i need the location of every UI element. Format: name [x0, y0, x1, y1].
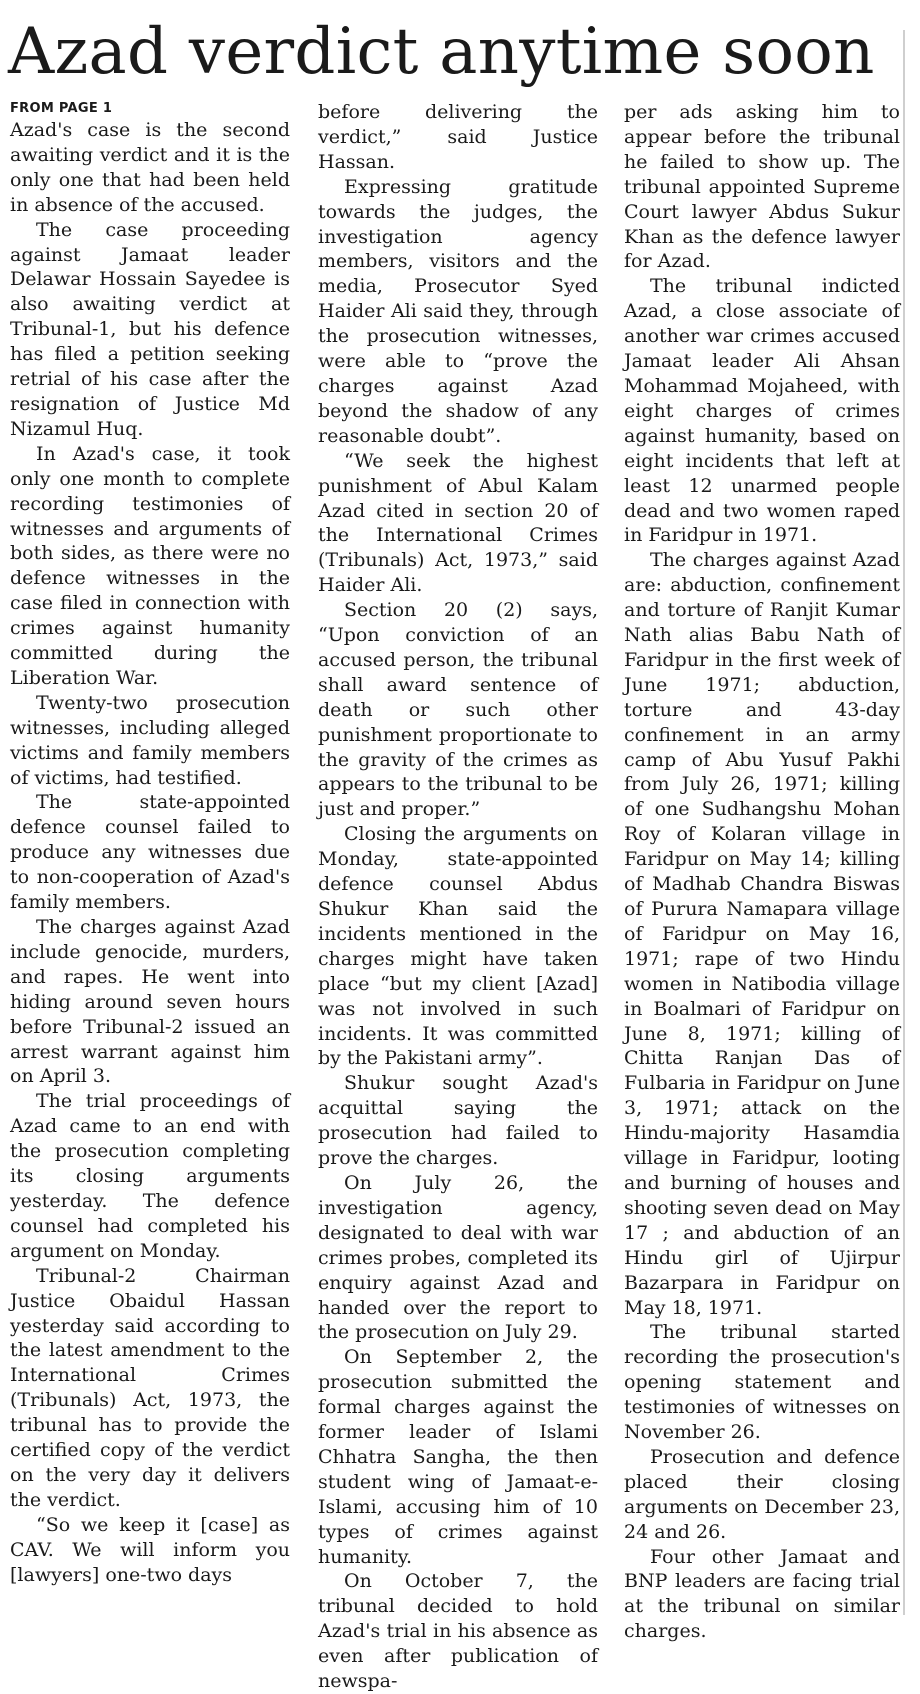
paragraph: Four other Jamaat and BNP leaders are facing trial at the tribunal on similar charges.	[624, 1545, 900, 1643]
column-2	[318, 100, 598, 1693]
paragraph: Twenty-two prosecution witnesses, including alleged victims and family members of victims, had testified.	[10, 691, 290, 789]
paragraph: Shukur sought Azad's acquittal saying the prosecution had failed to prove the charges.	[318, 1072, 598, 1170]
paragraph: On October 7, the tribunal decided to hold Azad's trial in his absence as even after publication of newspa-	[318, 1570, 598, 1693]
paragraph: Prosecution and defence placed their closing arguments on December 23, 24 and 26.	[624, 1445, 900, 1543]
paragraph: Closing the arguments on Monday, state-appointed defence counsel Abdus Shukur Khan said the incidents mentioned in the charges might have taken place “but my client [Azad] was not involved in such incidents. It was committed by the Pakistani army”.	[318, 823, 598, 1070]
paragraph: On September 2, the prosecution submitted the formal charges against the former leader of Islami Chhatra Sangha, the then student wing of Jamaat-e-Islami, accusing him of 10 types of crimes against humanity.	[318, 1346, 598, 1568]
paragraph: “We seek the highest punishment of Abul Kalam Azad cited in section 20 of the International Crimes (Tribunals) Act, 1973,” said Haider Ali.	[318, 449, 598, 597]
paragraph: before delivering the verdict,” said Justice Hassan.	[318, 101, 598, 173]
paragraph: Azad's case is the second awaiting verdict and it is the only one that had been held in absence of the accused.	[10, 119, 290, 216]
paragraph: per ads asking him to appear before the tribunal he failed to show up. The tribunal appointed Supreme Court lawyer Abdus Sukur Khan as the defence lawyer for Azad.	[624, 101, 900, 273]
headline: Azad verdict anytime soon	[8, 15, 875, 89]
paragraph: Expressing gratitude towards the judges, the investigation agency members, visitors and the media, Prosecutor Syed Haider Ali said they, through the prosecution witnesses, were able to “prove the charges against Azad beyond the shadow of any reasonable doubt”.	[318, 175, 598, 447]
paragraph: The tribunal indicted Azad, a close associate of another war crimes accused Jamaat leader Ali Ahsan Mohammad Mojaheed, with eight charges of crimes against humanity, based on eight incidents that left at least 12 unarmed people dead and two women raped in Faridpur in 1971.	[624, 275, 900, 547]
paragraph: Tribunal-2 Chairman Justice Obaidul Hassan yesterday said according to the latest amendment to the International Crimes (Tribunals) Act, 1973, the tribunal has to provide the certified copy of the verdict on the very day it delivers the verdict.	[10, 1264, 290, 1511]
column-3	[624, 100, 900, 1643]
paragraph: In Azad's case, it took only one month to complete recording testimonies of witnesses and arguments of both sides, as there were no defence witnesses in the case filed in connection with crimes against humanity committed during the Liberation War.	[10, 442, 290, 689]
paragraph: The tribunal started recording the prosecution's opening statement and testimonies of witnesses on November 26.	[624, 1321, 900, 1444]
paragraph: The case proceeding against Jamaat leader Delawar Hossain Sayedee is also awaiting verdict at Tribunal-1, but his defence has filed a petition seeking retrial of his case after the resignation of Justice Md Nizamul Huq.	[10, 218, 290, 440]
paragraph: The state-appointed defence counsel failed to produce any witnesses due to non-cooperation of Azad's family members.	[10, 791, 290, 914]
paragraph: On July 26, the investigation agency, designated to deal with war crimes probes, completed its enquiry against Azad and handed over the report to the prosecution on July 29.	[318, 1171, 598, 1344]
paragraph: “So we keep it [case] as CAV. We will inform you [lawyers] one-two days	[10, 1513, 290, 1586]
column-1	[10, 100, 290, 1625]
kicker: FROM PAGE 1	[10, 101, 113, 116]
paragraph: The charges against Azad include genocide, murders, and rapes. He went into hiding around seven hours before Tribunal-2 issued an arrest warrant against him on April 3.	[10, 916, 290, 1088]
paragraph: Section 20 (2) says, “Upon conviction of an accused person, the tribunal shall award sentence of death or such other punishment proportionate to the gravity of the crimes as appears to the tribunal to be just and proper.”	[318, 599, 598, 821]
paragraph: The trial proceedings of Azad came to an end with the prosecution completing its closing arguments yesterday. The defence counsel had completed his argument on Monday.	[10, 1090, 290, 1262]
page-edge-rule	[903, 30, 905, 1615]
paragraph: The charges against Azad are: abduction, confinement and torture of Ranjit Kumar Nath alias Babu Nath of Faridpur in the first week of June 1971; abduction, torture and 43-day confinement in an army camp of Abu Yusuf Pakhi from July 26, 1971; killing of one Sudhangshu Mohan Roy of Kolaran village in Faridpur on May 14; killing of Madhab Chandra Biswas of Purura Namapara village of Faridpur on May 16, 1971; rape of two Hindu women in Natibodia village in Boalmari of Faridpur on June 8, 1971; killing of Chitta Ranjan Das of Fulbaria in Faridpur on June 3, 1971; attack on the Hindu-majority Hasamdia village in Faridpur, looting and burning of houses and shooting seven dead on May 17 ; and abduction of an Hindu girl of Ujirpur Bazarpara in Faridpur on May 18, 1971.	[624, 549, 900, 1319]
